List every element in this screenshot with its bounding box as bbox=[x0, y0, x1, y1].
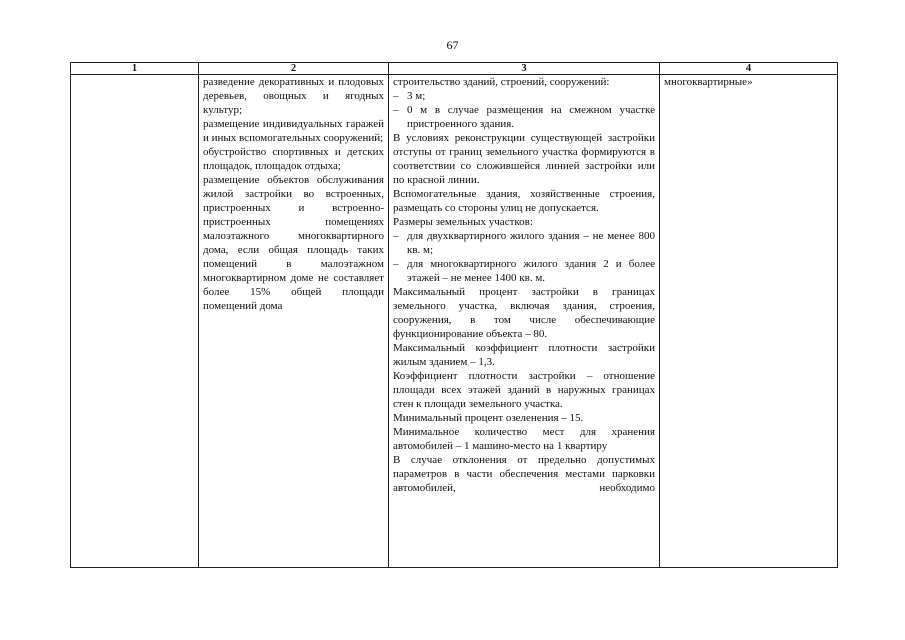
use-item: размещение индивидуальных гаражей и иных вспомогательных сооружений; bbox=[203, 118, 384, 144]
setback-item-text: 0 м в случае размещения на смежном участке пристроенного здания. bbox=[407, 104, 655, 130]
header-row bbox=[71, 63, 838, 75]
paragraph-parking: Минимальное количество мест для хранения автомобилей – 1 машино-место на 1 квартиру bbox=[393, 426, 655, 452]
dash-bullet: – bbox=[393, 258, 399, 270]
dash-bullet: – bbox=[393, 104, 399, 116]
paragraph-reconstruction: В условиях реконструкции существующей застройки отступы от границ земельного участка формируются в соответствии со сложившейся линией застройки или по красной линии. bbox=[393, 132, 655, 186]
column-header-4: 4 bbox=[660, 63, 838, 75]
use-item: разведение декоративных и плодовых деревьев, овощных и ягодных культур; bbox=[203, 76, 384, 116]
cell-col4 bbox=[660, 75, 838, 568]
size-item-text: для двухквартирного жилого здания – не менее 800 кв. м; bbox=[407, 230, 655, 256]
cell-col1 bbox=[71, 75, 199, 568]
dash-bullet: – bbox=[393, 90, 399, 102]
setback-item bbox=[393, 103, 655, 131]
table-row bbox=[71, 75, 838, 568]
column-header-1: 1 bbox=[71, 63, 199, 75]
setback-item bbox=[393, 89, 655, 103]
setback-item-text: 3 м; bbox=[407, 90, 426, 102]
paragraph-deviation: В случае отклонения от предельно допустимых параметров в части обеспечения местами парковки автомобилей, необходимо bbox=[393, 454, 655, 494]
size-item bbox=[393, 257, 655, 285]
paragraph-max-coefficient: Максимальный коэффициент плотности застройки жилым зданием – 1,3. bbox=[393, 342, 655, 368]
size-item-text: для многоквартирного жилого здания 2 и более этажей – не менее 1400 кв. м. bbox=[407, 258, 655, 284]
paragraph-auxiliary: Вспомогательные здания, хозяйственные строения, размещать со стороны улиц не допускается. bbox=[393, 188, 655, 214]
col4-text: многоквартирные» bbox=[664, 76, 753, 88]
use-item: размещение объектов обслуживания жилой застройки во встроенных, пристроенных и встроенно-пристроенных помещениях малоэтажного многоквартирного дома, если общая площадь таких помещений в малоэтажном многоквартирном доме не составляет более 15% общей площади помещений дома bbox=[203, 174, 384, 312]
paragraph-max-percent: Максимальный процент застройки в границах земельного участка, включая здания, строения, сооружения, в том числе обеспечивающие функционирование объекта – 80. bbox=[393, 286, 655, 340]
size-item bbox=[393, 229, 655, 257]
regulations-table bbox=[70, 62, 838, 568]
column-header-3: 3 bbox=[389, 63, 660, 75]
use-item: обустройство спортивных и детских площадок, площадок отдыха; bbox=[203, 146, 384, 172]
page-number: 67 bbox=[446, 38, 459, 52]
dash-bullet: – bbox=[393, 230, 399, 242]
setback-intro: строительство зданий, строений, сооружений: bbox=[393, 76, 610, 88]
column-header-2: 2 bbox=[199, 63, 389, 75]
paragraph-sizes-title: Размеры земельных участков: bbox=[393, 216, 533, 228]
cell-col3-parameters bbox=[389, 75, 660, 568]
cell-col2-permitted-uses bbox=[199, 75, 389, 568]
paragraph-greenery: Минимальный процент озеленения – 15. bbox=[393, 412, 584, 424]
paragraph-coefficient-definition: Коэффициент плотности застройки – отношение площади всех этажей зданий в наружных границах стен к площади земельного участка. bbox=[393, 370, 655, 410]
